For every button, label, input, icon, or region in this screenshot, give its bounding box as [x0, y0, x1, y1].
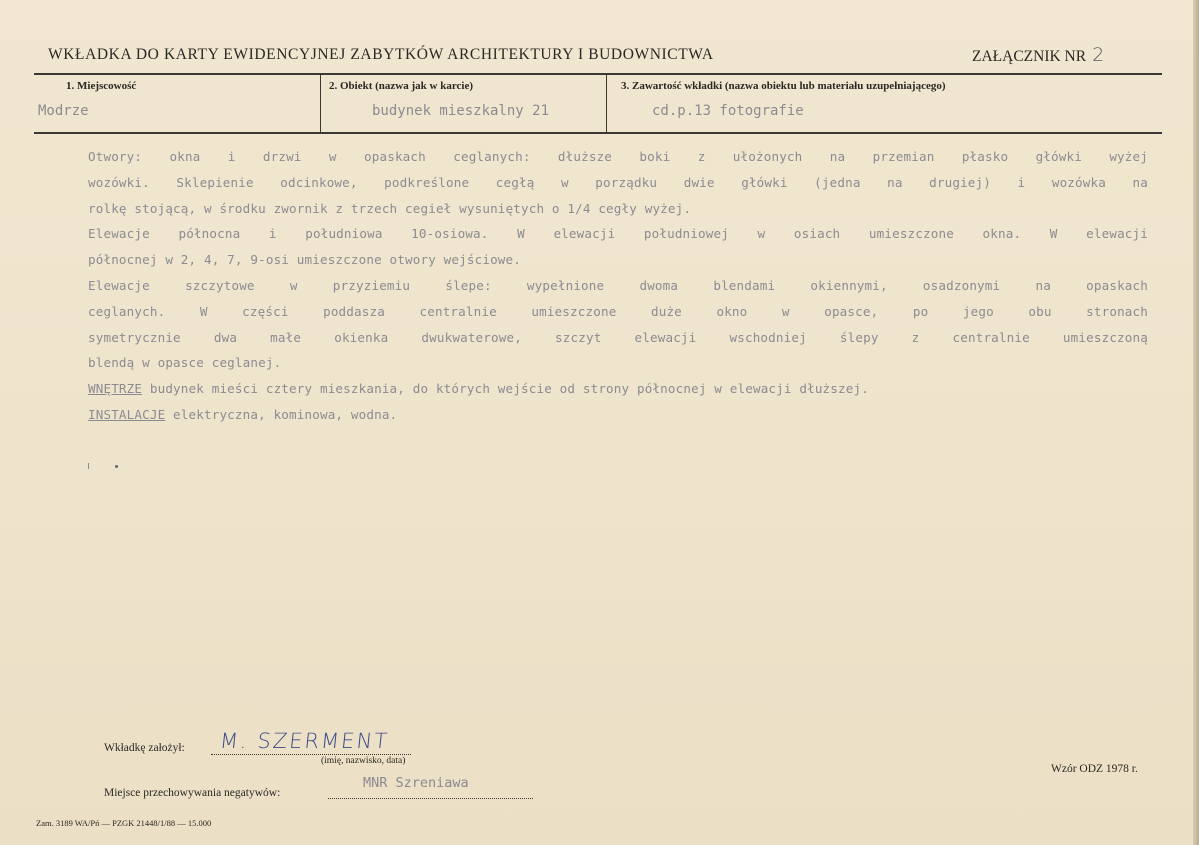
created-by-note: (imię, nazwisko, data)	[321, 756, 406, 766]
object-label: 2. Obiekt (nazwa jak w karcie)	[329, 80, 474, 92]
negatives-line	[328, 798, 533, 799]
created-by-label: Wkładkę założył:	[104, 742, 185, 754]
form-model: Wzór ODZ 1978 r.	[1051, 763, 1138, 775]
field-divider	[606, 75, 607, 132]
description-line: wozówki. Sklepienie odcinkowe, podkreślone cegłą w porządku dwie główki (jedna na drugiej) i wozówka na	[88, 174, 1148, 190]
installations-line	[88, 402, 1148, 428]
interior-line	[88, 376, 1148, 402]
created-by-line	[211, 754, 411, 755]
description-line: blendą w opasce ceglanej.	[88, 355, 282, 371]
form-title: WKŁADKA DO KARTY EWIDENCYJNEJ ZABYTKÓW ARCHITEKTURY I BUDOWNICTWA	[48, 46, 714, 63]
installations-heading: INSTALACJE	[88, 406, 166, 422]
print-code: Zam. 3189 WA/Pń — PZGK 21448/1/88 — 15.000	[36, 818, 212, 828]
negatives-value: MNR Szreniawa	[363, 775, 469, 791]
description-line: ceglanych. W części poddasza centralnie umieszczone duże okno w opasce, po jego obu stronach	[88, 303, 1148, 319]
paper-edge	[1193, 0, 1199, 845]
content-label: 3. Zawartość wkładki (nazwa obiektu lub materiału uzupełniającego)	[621, 80, 946, 92]
negatives-label: Miejsce przechowywania negatywów:	[104, 787, 281, 799]
interior-heading: WNĘTRZE	[88, 381, 143, 397]
field-divider	[320, 75, 321, 132]
stray-mark	[88, 463, 89, 469]
description-line: północnej w 2, 4, 7, 9-osi umieszczone otwory wejściowe.	[88, 252, 521, 268]
description-line: symetrycznie dwa małe okienka dwukwaterowe, szczyt elewacji wschodniej ślepy z centralnie umieszczoną	[88, 329, 1148, 345]
stray-dot	[115, 465, 118, 468]
description-text	[88, 144, 1148, 428]
description-line: Elewacje szczytowe w przyziemiu ślepe: wypełnione dwoma blendami okiennymi, osadzonymi na opaskach	[88, 277, 1148, 293]
annex-heading	[972, 44, 1104, 66]
installations-text: elektryczna, kominowa, wodna.	[165, 406, 398, 422]
fields-rule	[34, 132, 1162, 134]
header-rule	[34, 73, 1162, 75]
created-by-signature: M. SZERMENT	[218, 729, 391, 753]
annex-number: 2	[1092, 44, 1105, 66]
annex-label: ZAŁĄCZNIK NR	[972, 48, 1087, 65]
description-line: Elewacje północna i południowa 10-osiowa. W elewacji południowej w osiach umieszczone okna. W elewacji	[88, 226, 1148, 242]
content-value: cd.p.13 fotografie	[652, 103, 804, 119]
description-line: Otwory: okna i drzwi w opaskach ceglanych: dłuższe boki z ułożonych na przemian płasko główki wyżej	[88, 149, 1148, 164]
description-line: rolkę stojącą, w środku zwornik z trzech cegieł wysuniętych o 1/4 cegły wyżej.	[88, 200, 692, 216]
locality-label: 1. Miejscowość	[66, 80, 137, 92]
object-value: budynek mieszkalny 21	[372, 103, 550, 119]
interior-text: budynek mieści cztery mieszkania, do których wejście od strony północnej w elewacji dłuższej.	[142, 381, 869, 397]
locality-value: Modrze	[38, 103, 89, 119]
